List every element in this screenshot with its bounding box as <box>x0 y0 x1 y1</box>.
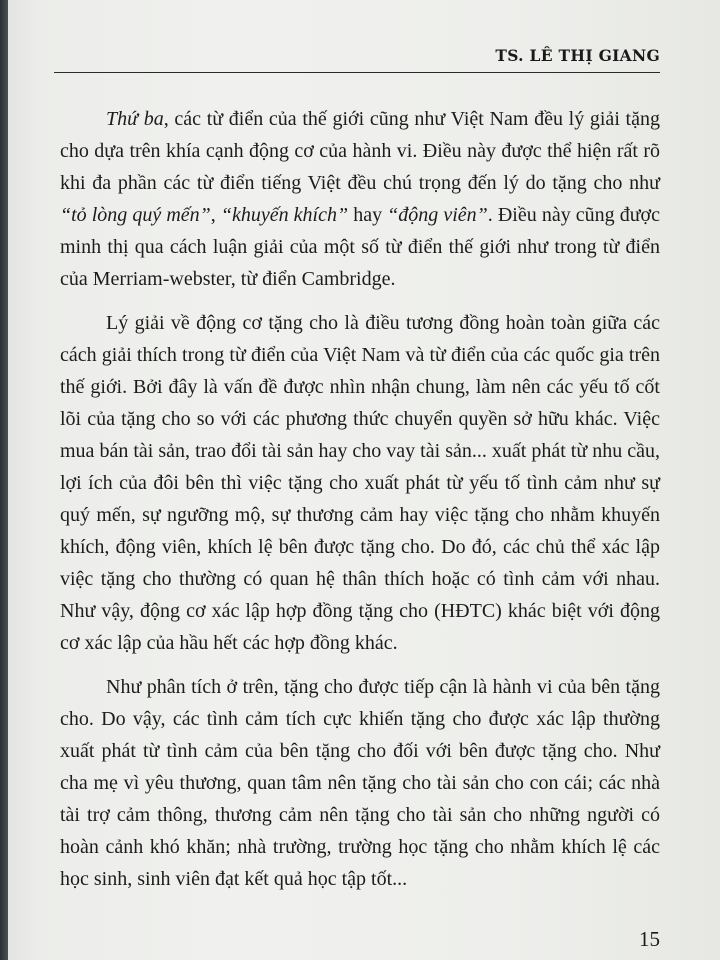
quote-separator: hay <box>348 204 388 226</box>
paragraph-2: Lý giải về động cơ tặng cho là điều tương đồng hoàn toàn giữa các cách giải thích trong từ điển của Việt Nam và từ điển của các quốc gia trên thế giới. Bởi đây là vấn đề được nhìn nhận chung, làm nên các yếu tố cốt lõi của tặng cho so với các phương thức chuyển quyền sở hữu khác. Việc mua bán tài sản, trao đổi tài sản hay cho vay tài sản... xuất phát từ nhu cầu, lợi ích của đôi bên thì việc tặng cho xuất phát từ yếu tố tình cảm như sự quý mến, sự ngưỡng mộ, sự thương cảm hay việc tặng cho nhằm khuyến khích, động viên, khích lệ bên được tặng cho. Do đó, các chủ thể xác lập việc tặng cho thường có quan hệ thân thích hoặc có tình cảm với nhau. Như vậy, động cơ xác lập hợp đồng tặng cho (HĐTC) khác biệt với động cơ xác lập của hầu hết các hợp đồng khác. <box>60 312 660 654</box>
quote-separator: , <box>210 204 221 226</box>
page-binding-edge <box>0 0 8 960</box>
quote-dong-vien: “động viên” <box>387 204 488 226</box>
running-header <box>54 44 660 73</box>
author-name: TS. LÊ THỊ GIANG <box>495 46 660 65</box>
quote-to-long-quy-men: “tỏ lòng quý mến” <box>60 204 211 226</box>
page-number: 15 <box>639 927 660 951</box>
body-text <box>60 103 660 895</box>
paragraph-1-text-a: , các từ điển của thế giới cũng như Việt Nam đều lý giải tặng cho dựa trên khía cạnh động cơ của hành vi. Điều này được thể hiện rất rõ khi đa phần các từ điển tiếng Việt đều chú trọng đến lý do tặng cho như <box>60 108 660 194</box>
quote-khuyen-khich: “khuyến khích” <box>220 204 349 226</box>
paragraph-1-lead: Thứ ba <box>106 108 164 130</box>
paragraph-1-text-b: . Điều này cũng được minh thị qua cách luận giải của một số từ điển thế giới như trong từ điển của Merriam-webster, từ điển Cambridge. <box>60 204 661 290</box>
book-page <box>8 0 720 960</box>
paragraph-3: Như phân tích ở trên, tặng cho được tiếp cận là hành vi của bên tặng cho. Do vậy, các tình cảm tích cực khiến tặng cho được xác lập thường xuất phát từ tình cảm của bên tặng cho đối với bên được tặng cho. Như cha mẹ vì yêu thương, quan tâm nên tặng cho tài sản cho con cái; các nhà tài trợ cảm thông, thương cảm nên tặng cho tài sản cho những người có hoàn cảnh khó khăn; nhà trường, trường học tặng cho nhằm khích lệ các học sinh, sinh viên đạt kết quả học tập tốt... <box>60 676 660 890</box>
paragraph-1 <box>60 103 660 295</box>
